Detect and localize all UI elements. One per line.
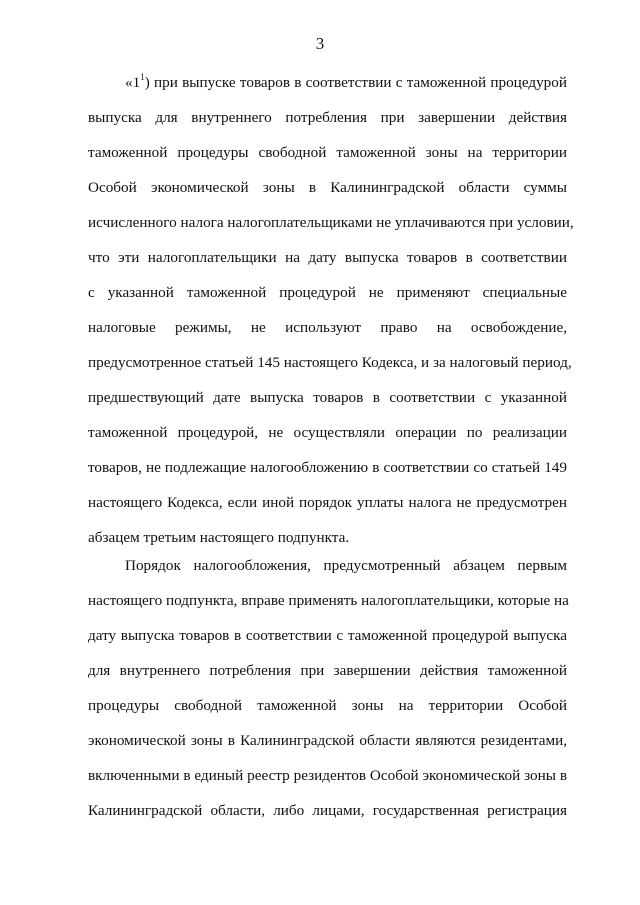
paragraph-2 xyxy=(88,555,567,835)
paragraph-line: что эти налогоплательщики на дату выпуска товаров в соответствии xyxy=(88,249,567,266)
line-text: ) при выпуске товаров в соответствии с таможенной процедурой xyxy=(144,74,567,91)
paragraph-line: с указанной таможенной процедурой не применяют специальные xyxy=(88,284,567,301)
paragraph-line: для внутреннего потребления при завершении действия таможенной xyxy=(88,662,567,679)
paragraph-line: предусмотренное статьей 145 настоящего Кодекса, и за налоговый период, xyxy=(88,354,572,371)
paragraph-line: процедуры свободной таможенной зоны на территории Особой xyxy=(88,697,567,714)
page-number: 3 xyxy=(315,34,325,53)
paragraph-1 xyxy=(88,71,574,562)
paragraph-line: настоящего подпункта, вправе применять налогоплательщики, которые на xyxy=(88,592,569,609)
paragraph-line: Особой экономической зоны в Калининградской области суммы xyxy=(88,179,567,196)
paragraph-line: выпуска для внутреннего потребления при завершении действия xyxy=(88,109,567,126)
paragraph-line: исчисленного налога налогоплательщиками не уплачиваются при условии, xyxy=(88,214,574,231)
paragraph-line: Порядок налогообложения, предусмотренный абзацем первым xyxy=(125,557,567,574)
paragraph-line xyxy=(88,72,567,107)
item-number-open: «1 xyxy=(125,74,141,91)
paragraph-line: настоящего Кодекса, если иной порядок уплаты налога не предусмотрен xyxy=(88,494,567,511)
item-number-superscript: 1 xyxy=(140,71,145,82)
paragraph-line: таможенной процедурой, не осуществляли операции по реализации xyxy=(88,424,567,441)
paragraph-line: предшествующий дате выпуска товаров в соответствии с указанной xyxy=(88,389,567,406)
paragraph-line: абзацем третьим настоящего подпункта. xyxy=(88,529,350,546)
paragraph-line: таможенной процедуры свободной таможенной зоны на территории xyxy=(88,144,567,161)
paragraph-line: налоговые режимы, не используют право на освобождение, xyxy=(88,319,567,336)
paragraph-line: включенными в единый реестр резидентов Особой экономической зоны в xyxy=(88,767,567,784)
paragraph-line: дату выпуска товаров в соответствии с таможенной процедурой выпуска xyxy=(88,627,567,644)
paragraph-line: экономической зоны в Калининградской области являются резидентами, xyxy=(88,732,567,749)
paragraph-line: Калининградской области, либо лицами, государственная регистрация xyxy=(88,802,567,819)
paragraph-line: товаров, не подлежащие налогообложению в соответствии со статьей 149 xyxy=(88,459,567,476)
